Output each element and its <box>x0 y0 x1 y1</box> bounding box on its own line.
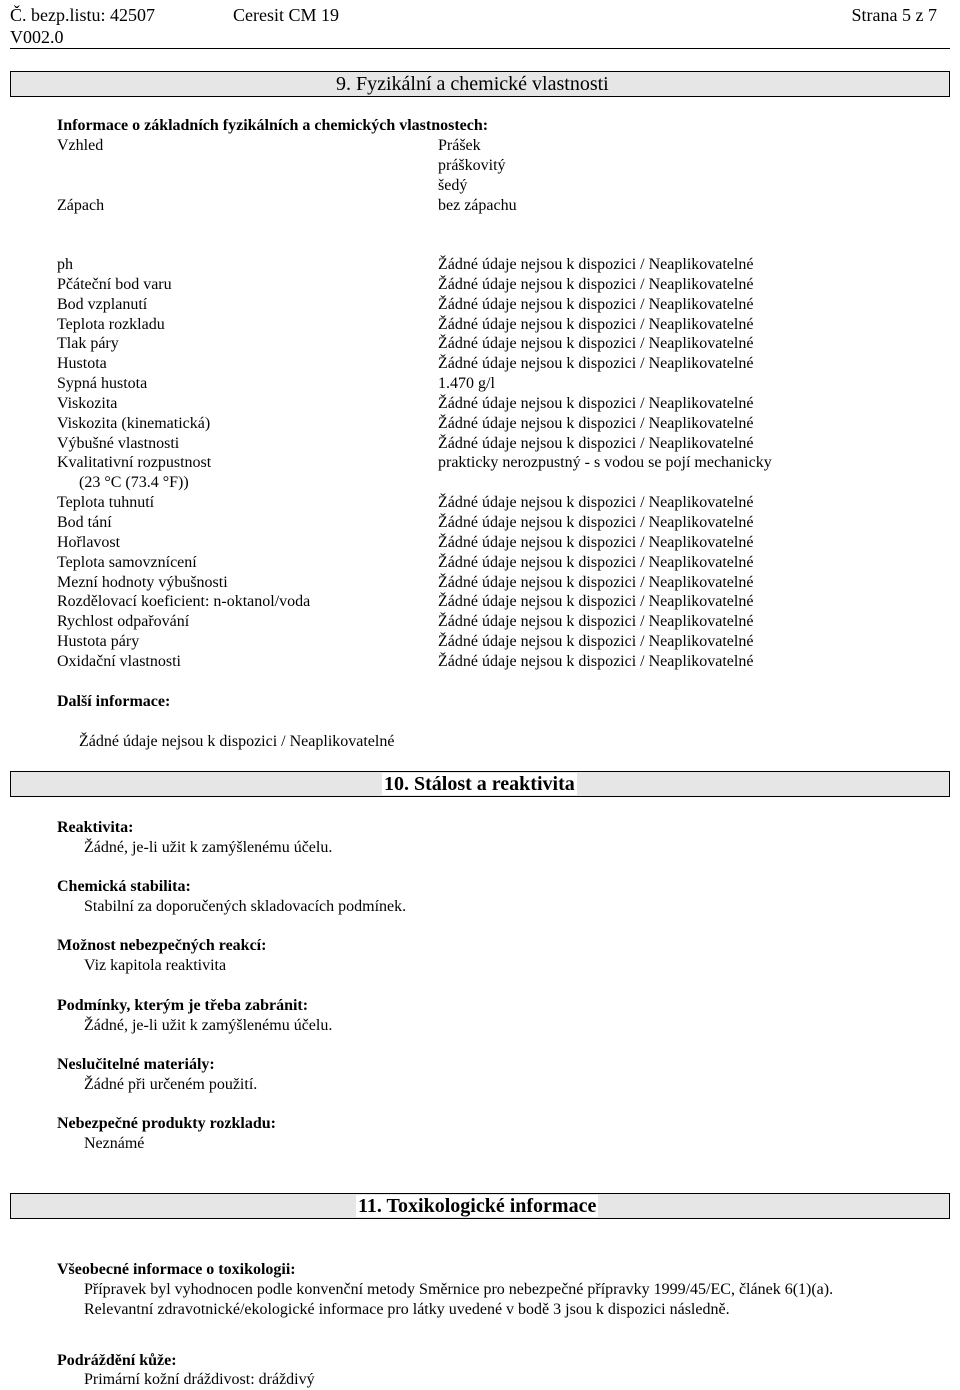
toxicology-general-line-2: Relevantní zdravotnické/ekologické informace pro látky uvedené v bodě 3 jsou k dispozici následně. <box>84 1301 730 1318</box>
property-value: Žádné údaje nejsou k dispozici / Neaplikovatelné <box>438 335 754 353</box>
properties-values <box>438 255 772 672</box>
appearance-label: Vzhled <box>57 137 104 154</box>
property-value: Žádné údaje nejsou k dispozici / Neaplikovatelné <box>438 355 754 373</box>
section-11-title: 11. Toxikologické informace <box>358 1195 597 1217</box>
property-label: Teplota rozkladu <box>57 315 165 333</box>
property-label: Teplota samovznícení <box>57 553 197 571</box>
properties-labels <box>57 255 310 672</box>
conditions-to-avoid-heading: Podmínky, kterým je třeba zabránit: <box>57 997 309 1014</box>
page-number: Strana 5 z 7 <box>851 5 937 25</box>
property-label: Tlak páry <box>57 335 119 353</box>
section-9-title: 9. Fyzikální a chemické vlastnosti <box>336 73 609 95</box>
property-value: Žádné údaje nejsou k dispozici / Neaplikovatelné <box>438 434 754 452</box>
property-label: Kvalitativní rozpustnost <box>57 454 212 472</box>
property-label: ph <box>57 256 73 273</box>
skin-irritation-heading: Podráždění kůže: <box>57 1352 177 1369</box>
product-name: Ceresit CM 19 <box>233 5 339 25</box>
conditions-to-avoid-text: Žádné, je-li užit k zamýšlenému účelu. <box>84 1017 333 1034</box>
section-9-header <box>10 71 950 97</box>
property-label: Rychlost odpařování <box>57 613 190 631</box>
property-value: Žádné údaje nejsou k dispozici / Neaplikovatelné <box>438 256 754 273</box>
property-value: Žádné údaje nejsou k dispozici / Neaplikovatelné <box>438 633 754 651</box>
skin-irritation-text: Primární kožní dráždivost: dráždivý <box>84 1371 315 1388</box>
incompatible-materials-text: Žádné při určeném použití. <box>84 1076 258 1093</box>
property-value: Žádné údaje nejsou k dispozici / Neaplikovatelné <box>438 613 754 631</box>
property-value: Žádné údaje nejsou k dispozici / Neaplikovatelné <box>438 573 754 591</box>
incompatible-materials-heading: Neslučitelné materiály: <box>57 1056 215 1073</box>
property-value: Žádné údaje nejsou k dispozici / Neaplikovatelné <box>438 414 754 432</box>
property-value: Žádné údaje nejsou k dispozici / Neaplikovatelné <box>438 553 754 571</box>
property-label: Hořlavost <box>57 533 121 551</box>
property-label: Viskozita <box>57 394 118 412</box>
property-label: Hustota páry <box>57 633 140 651</box>
property-value: Žádné údaje nejsou k dispozici / Neaplikovatelné <box>438 593 754 611</box>
property-label: Výbušné vlastnosti <box>57 434 180 452</box>
property-label: Oxidační vlastnosti <box>57 652 181 670</box>
property-value: Žádné údaje nejsou k dispozici / Neaplikovatelné <box>438 494 754 512</box>
property-label: Pčáteční bod varu <box>57 275 172 293</box>
property-label: Hustota <box>57 355 107 373</box>
odor-value: bez zápachu <box>438 197 517 214</box>
appearance-value-2: práškovitý <box>438 157 506 174</box>
decomposition-products-text: Neznámé <box>84 1135 145 1152</box>
further-info-text: Žádné údaje nejsou k dispozici / Neaplikovatelné <box>79 733 395 750</box>
section-10-header <box>10 771 950 797</box>
property-value: Žádné údaje nejsou k dispozici / Neaplikovatelné <box>438 394 754 412</box>
toxicology-general-heading: Všeobecné informace o toxikologii: <box>57 1261 296 1278</box>
property-value <box>438 473 772 493</box>
header-rule <box>10 48 950 49</box>
property-label: Bod vzplanutí <box>57 295 148 313</box>
property-value: Žádné údaje nejsou k dispozici / Neaplikovatelné <box>438 295 754 313</box>
property-value: Žádné údaje nejsou k dispozici / Neaplikovatelné <box>438 513 754 531</box>
basic-info-heading: Informace o základních fyzikálních a chemických vlastnostech: <box>57 117 489 134</box>
appearance-value-1: Prášek <box>438 137 481 154</box>
property-value: prakticky nerozpustný - s vodou se pojí mechanicky <box>438 454 772 472</box>
chemical-stability-text: Stabilní za doporučených skladovacích podmínek. <box>84 898 407 915</box>
decomposition-products-heading: Nebezpečné produkty rozkladu: <box>57 1115 276 1132</box>
odor-label: Zápach <box>57 197 105 214</box>
property-label: Viskozita (kinematická) <box>57 414 211 432</box>
property-value: Žádné údaje nejsou k dispozici / Neaplikovatelné <box>438 652 754 670</box>
further-info-heading: Další informace: <box>57 693 171 710</box>
chemical-stability-heading: Chemická stabilita: <box>57 878 191 895</box>
property-label: Teplota tuhnutí <box>57 494 155 512</box>
property-label: Mezní hodnoty výbušnosti <box>57 573 228 591</box>
section-10-title: 10. Stálost a reaktivita <box>384 773 575 795</box>
appearance-value-3: šedý <box>438 177 468 194</box>
reactivity-text: Žádné, je-li užit k zamýšlenému účelu. <box>84 839 333 856</box>
document-version: V002.0 <box>10 27 64 47</box>
property-label: Rozdělovací koeficient: n-oktanol/voda <box>57 593 311 611</box>
property-value: Žádné údaje nejsou k dispozici / Neaplikovatelné <box>438 315 754 333</box>
reactivity-heading: Reaktivita: <box>57 819 134 836</box>
toxicology-general-line-1: Přípravek byl vyhodnocen podle konvenční metody Směrnice pro nebezpečné přípravky 1999/45/EC, článek 6(1)(a). <box>84 1281 834 1298</box>
property-value: Žádné údaje nejsou k dispozici / Neaplikovatelné <box>438 533 754 551</box>
hazardous-reactions-text: Viz kapitola reaktivita <box>84 957 227 974</box>
property-label: Bod tání <box>57 513 112 531</box>
section-11-header <box>10 1193 950 1219</box>
property-label: Sypná hustota <box>57 375 148 393</box>
document-number: Č. bezp.listu: 42507 <box>10 5 155 25</box>
property-value: 1.470 g/l <box>438 375 495 393</box>
property-value: Žádné údaje nejsou k dispozici / Neaplikovatelné <box>438 275 754 293</box>
property-label-condition: (23 °C (73.4 °F)) <box>79 474 189 492</box>
hazardous-reactions-heading: Možnost nebezpečných reakcí: <box>57 937 267 954</box>
